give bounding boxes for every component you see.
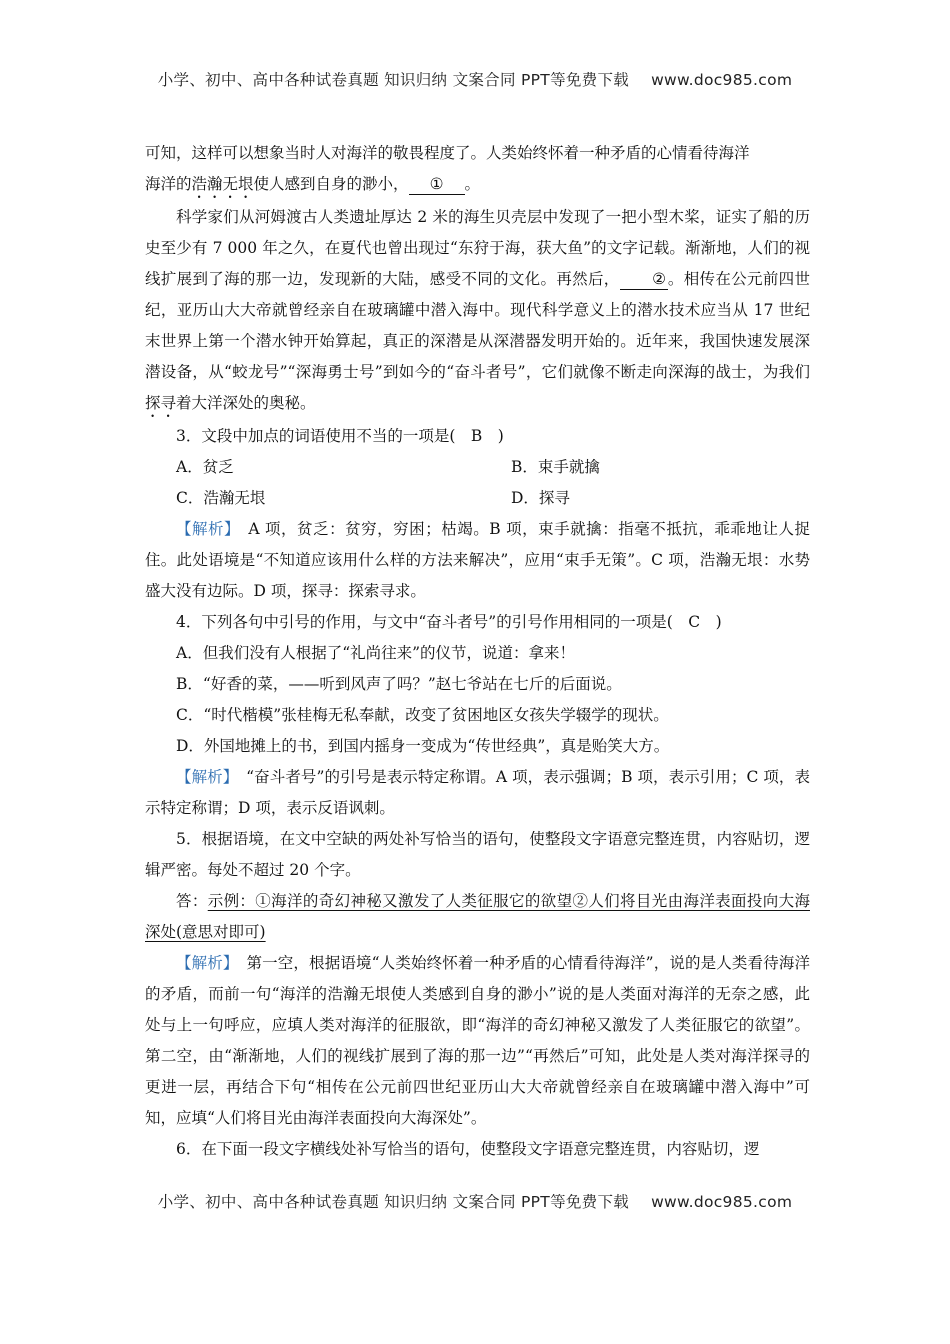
passage-text: 科学家们从河姆渡古人类遗址厚达 2 米的海生贝壳层中发现了一把小型木桨，证实了船的历史至少有 7 000 年之久，在夏代也曾出现过“东狩于海，获大鱼”的文字记载。渐渐地，人们的视线扩展到了海的那一边，发现新的大陆，感受不同的文化。再然后， <box>145 208 810 288</box>
header-site-link[interactable]: www.doc985.com <box>651 71 793 89</box>
footer-site-link[interactable]: www.doc985.com <box>651 1193 793 1211</box>
question-3-options-row-1 <box>145 452 810 483</box>
analysis-text: “奋斗者号”的引号是表示特定称谓。A 项，表示强调；B 项，表示引用；C 项，表示特定称谓；D 项，表示反语讽刺。 <box>145 768 810 817</box>
passage-line-1: 可知，这样可以想象当时人对海洋的敬畏程度了。人类始终怀着一种矛盾的心情看待海洋 <box>145 144 750 162</box>
passage-text: 。 <box>464 175 481 193</box>
passage-paragraph-2 <box>145 202 810 421</box>
answer-label: 答： <box>176 892 208 910</box>
option-a: A．贫乏 <box>176 458 234 476</box>
option-d: D．探寻 <box>511 489 570 507</box>
analysis-tag: 【解析】 <box>176 768 231 786</box>
question-5-answer <box>145 886 810 948</box>
question-4-option-a: A．但我们没有人根据了“礼尚往来”的仪节，说道：拿来！ <box>176 644 576 662</box>
document-body <box>145 138 810 1165</box>
blank-1: ① <box>409 174 465 195</box>
option-c: C．浩瀚无垠 <box>176 489 266 507</box>
question-4-option-b: B．“好香的菜，——听到风声了吗？”赵七爷站在七斤的后面说。 <box>176 675 622 693</box>
analysis-text: 第一空，根据语境“人类始终怀着一种矛盾的心情看待海洋”，说的是人类看待海洋的矛盾，而前一句“海洋的浩瀚无垠使人类感到自身的渺小”说的是人类面对海洋的无奈之感，此处与上一句呼应，应填人类对海洋的征服欲，即“海洋的奇幻神秘又激发了人类征服它的欲望”。第二空，由“渐渐地，人们的视线扩展到了海的那一边”“再然后”可知，此处是人类对海洋探寻的更进一层，再结合下句“相传在公元前四世纪亚历山大大帝就曾经亲自在玻璃罐中潜入海中”可知，应填“人们将目光由海洋表面投向大海深处”。 <box>145 954 810 1127</box>
question-5-analysis <box>145 948 810 1134</box>
question-6-stem: 6．在下面一段文字横线处补写恰当的语句，使整段文字语意完整连贯，内容贴切，逻 <box>176 1140 760 1158</box>
passage-text: 海洋的 <box>145 175 192 193</box>
answer-text: 示例：①海洋的奇幻神秘又激发了人类征服它的欲望②人们将目光由海洋表面投向大海深处(意思对即可) <box>145 892 810 941</box>
footer-text: 小学、初中、高中各种试卷真题 知识归纳 文案合同 PPT等免费下载 <box>157 1193 630 1211</box>
analysis-tag: 【解析】 <box>176 520 233 538</box>
passage-text: 使人感到自身的渺小， <box>253 175 409 193</box>
passage-line-2 <box>145 169 810 202</box>
page-header <box>0 68 950 90</box>
question-3-options-row-2 <box>145 483 810 514</box>
header-text: 小学、初中、高中各种试卷真题 知识归纳 文案合同 PPT等免费下载 <box>157 71 630 89</box>
question-4-option-c: C．“时代楷模”张桂梅无私奉献，改变了贫困地区女孩失学辍学的现状。 <box>176 706 669 724</box>
question-5-stem: 5．根据语境，在文中空缺的两处补写恰当的语句，使整段文字语意完整连贯，内容贴切，逻辑严密。每处不超过 20 个字。 <box>145 830 810 879</box>
question-3-stem: 3．文段中加点的词语使用不当的一项是( B ) <box>176 427 504 445</box>
dotted-word-tanxun: 探寻 <box>145 394 177 412</box>
passage-text: 。相传在公元前四世纪，亚历山大大帝就曾经亲自在玻璃罐中潜入海中。现代科学意义上的潜水技术应当从 17 世纪末世界上第一个潜水钟开始算起，真正的深潜是从深潜器发明开始的。近年来，我国快速发展深潜设备，从“蛟龙号”“深海勇士号”到如今的“奋斗者号”，它们就像不断走向深海的战士，为我们 <box>145 270 810 381</box>
passage-text: 着大洋深处的奥秘。 <box>176 394 316 412</box>
analysis-text: A 项，贫乏：贫穷，穷困；枯竭。B 项，束手就擒：指毫不抵抗，乖乖地让人捉住。此处语境是“不知道应该用什么样的方法来解决”，应用“束手无策”。C 项，浩瀚无垠：水势盛大没有边际。D 项，探寻：探索寻求。 <box>145 520 810 600</box>
option-b: B．束手就擒 <box>511 458 600 476</box>
question-3-analysis <box>145 514 810 607</box>
question-4-stem: 4．下列各句中引号的作用，与文中“奋斗者号”的引号作用相同的一项是( C ) <box>176 613 722 631</box>
question-4-option-d: D．外国地摊上的书，到国内摇身一变成为“传世经典”，真是贻笑大方。 <box>176 737 670 755</box>
dotted-word-haohan: 浩瀚无垠 <box>191 175 254 193</box>
question-4-analysis <box>145 762 810 824</box>
page-footer <box>0 1190 950 1212</box>
analysis-tag: 【解析】 <box>176 954 231 972</box>
blank-2: ② <box>620 269 668 290</box>
